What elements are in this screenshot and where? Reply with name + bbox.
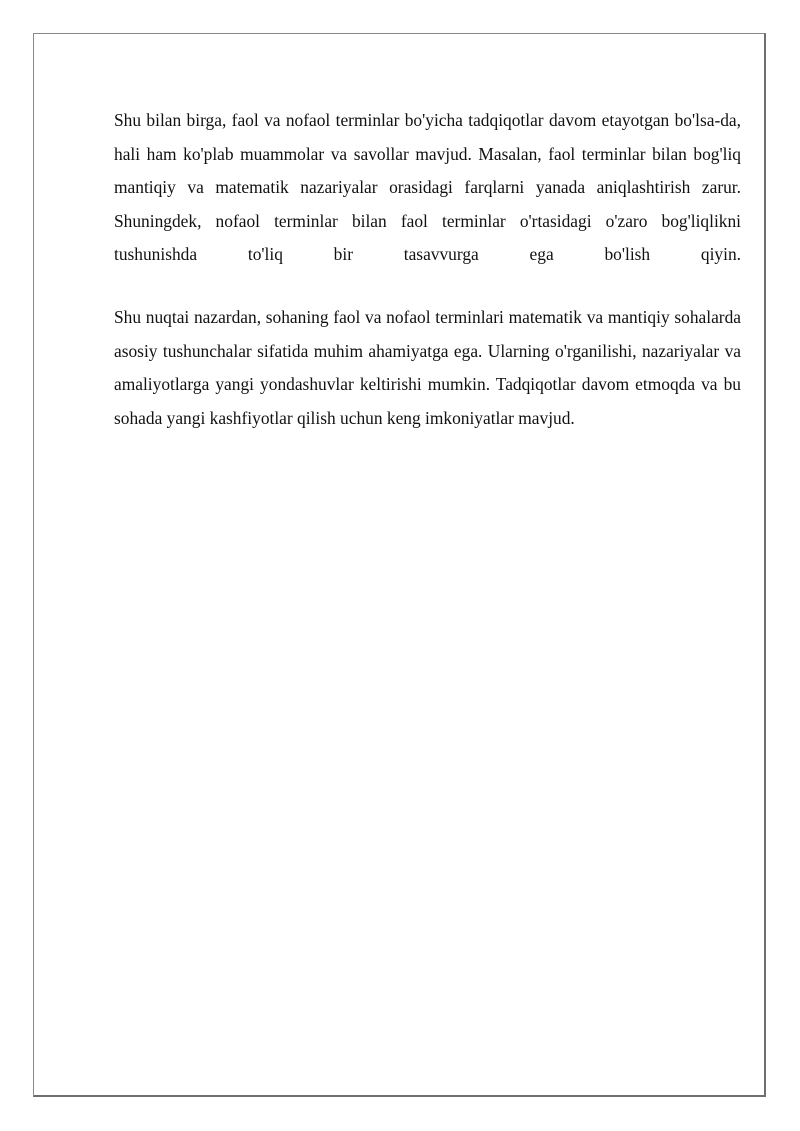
document-body	[114, 104, 741, 435]
paragraph-1: Shu bilan birga, faol va nofaol terminlar bo'yicha tadqiqotlar davom etayotgan bo'lsa-da, hali ham ko'plab muammolar va savollar mavjud. Masalan, faol terminlar bilan bog'liq mantiqiy va matematik nazariyalar orasidagi farqlarni yanada aniqlashtirish zarur. Shuningdek, nofaol terminlar bilan faol terminlar o'rtasidagi o'zaro bog'liqlikni tushunishda to'liq bir tasavvurga ega bo'lish qiyin.	[114, 110, 741, 265]
paragraph-2: Shu nuqtai nazardan, sohaning faol va nofaol terminlari matematik va mantiqiy sohalarda asosiy tushunchalar sifatida muhim ahamiyatga ega. Ularning o'rganilishi, nazariyalar va amaliyotlarga yangi yondashuvlar keltirishi mumkin. Tadqiqotlar davom etmoqda va bu sohada yangi kashfiyotlar qilish uchun keng imkoniyatlar mavjud.	[114, 306, 741, 428]
paragraph-spacer	[114, 272, 741, 301]
